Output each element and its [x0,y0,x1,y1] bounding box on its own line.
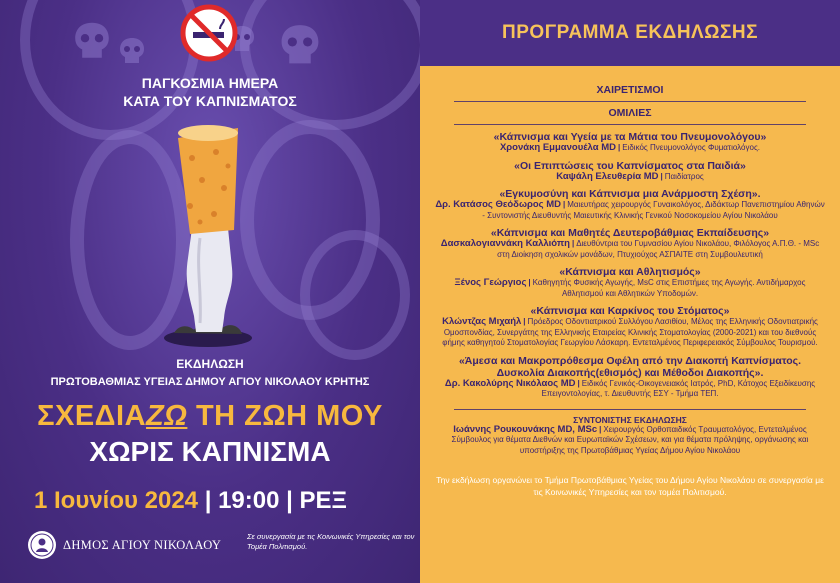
talk-title: «Άμεσα και Μακροπρόθεσμα Οφέλη από την Διακοπή Καπνίσματος. Δυσκολία Διακοπής(εθισμός) και Μέθοδοι Διακοπής». [458,354,802,379]
talk-speaker: Χρονάκη Εμμανουέλα MD [499,142,616,153]
talk-speaker-line: Καψάλη Ελευθερία MD | Παιδίατρος [556,170,704,182]
cooperation-note: Σε συνεργασία με τις Κοινωνικές Υπηρεσίες και τον Τομέα Πολιτισμού. [247,532,415,551]
event-label: ΕΚΔΗΛΩΣΗ [176,357,244,371]
talk-item [434,188,826,221]
talk-item [434,131,826,154]
slogan-part2: ΖΩ [146,400,188,432]
talk-title: «Εγκυμοσύνη και Κάπνισμα μια Ανάρμοστη Σχέση». [499,188,761,200]
talk-speaker: Ξένος Γεώργιος [454,277,527,288]
program-panel [420,66,840,583]
talk-title: «Κάπνισμα και Μαθητές Δευτεροβάθμιας Εκπαίδευσης» [490,227,770,239]
talk-speaker-line: Δρ. Κατάσος Θεόδωρος MD | Μαιευτήρας χειρουργός Γυναικολόγος, Διδάκτωρ Πανεπιστημίου Αθηνών - Συντονιστής Διευθυντής Μαιευτικής Κλινικής Γενικού Νοσοκομείου Αγίου Νικολάου [435,199,825,220]
program-title: ΠΡΟΓΡΑΜΜΑ ΕΚΔΗΛΩΣΗΣ [502,22,758,43]
time-separator: | [286,487,293,514]
talk-speaker-role: Διευθύντρια του Γυμνασίου Αγίου Νικολάου, Φιλόλογος Α.Π.Θ. - MSc στη Διοίκηση σχολικών μονάδων, Πτυχιούχος ΑΣΠΑΙΤΕ στη Συμβουλευτική [497,239,820,259]
talk-speaker: Κλώντζας Μιχαήλ [442,316,522,327]
campaign-title [0,74,420,110]
talk-speaker-role: Ειδικός Γενικός-Οικογενειακός Ιατρός, PhD, Κάτοχος Εξειδίκευσης Επειγοντολογίας, τ. Διευθυντής ΕΣΥ - Τμήμα ΤΕΠ. [541,378,816,398]
smoke-swirl [240,0,420,130]
slogan-part1: ΣΧΕΔΙΑ [37,400,147,432]
talk-speaker: Δρ. Κακολύρης Νικόλαος MD [444,377,576,389]
talk-speaker-line: Ξένος Γεώργιος | Καθηγητής Φυσικής Αγωγής, MsC στις Επιστήμες της Αγωγής. Αντιδήμαρχος Αθλητισμού και Αθλητικών Υποδομών. [454,277,806,298]
event-date-line [34,487,347,515]
talk-title: «Κάπνισμα και Καρκίνος του Στόματος» [530,305,730,317]
campaign-title-line2: ΚΑΤΑ ΤΟΥ ΚΑΠΝΙΣΜΑΤΟΣ [123,93,297,109]
no-smoking-icon [180,4,238,62]
coordinator-role: Χειρουργός Ορθοπαιδικός Τραυματολόγος, Εντεταλμένος Σύμβουλος για θέματα Διεθνών και Ευρωπαϊκών Σχέσεων, και για θέματα πρόληψης, οργάνωσης και υποστήριξης της Πρωτοβάθμιας Υγείας Δήμου Αγίου Νικολάου [451,424,809,455]
talk-item [434,355,826,400]
program-header [420,0,840,66]
divider [454,101,806,102]
talk-item [434,266,826,299]
cigarette-butt-icon [130,118,280,350]
campaign-title-line1: ΠΑΓΚΟΣΜΙΑ ΗΜΕΡΑ [141,75,279,91]
divider [454,409,806,410]
talk-speaker-line: Δρ. Κακολύρης Νικόλαος MD | Ειδικός Γενικός-Οικογενειακός Ιατρός, PhD, Κάτοχος Εξειδίκευσης Επειγοντολογίας, τ. Διευθυντής ΕΣΥ - Τμήμα ΤΕΠ. [444,377,816,398]
talk-speaker-line: Δασκαλογιαννάκη Καλλιόπη | Διευθύντρια του Γυμνασίου Αγίου Νικολάου, Φιλόλογος Α.Π.Θ. - MSc στη Διοίκηση σχολικών μονάδων, Πτυχιούχος ΑΣΠΑΙΤΕ στη Συμβουλευτική [440,238,820,259]
talk-speaker: Καψάλη Ελευθερία MD [556,170,659,182]
talk-item [434,160,826,183]
talk-speaker-role: Καθηγητής Φυσικής Αγωγής, MsC στις Επιστήμες της Αγωγής. Αντιδήμαρχος Αθλητισμού και Αθλητικών Υποδομών. [532,278,806,298]
talk-speaker: Δρ. Κατάσος Θεόδωρος MD [435,199,561,210]
talk-title: «Κάπνισμα και Αθλητισμός» [559,266,701,278]
talk-speaker: Δασκαλογιαννάκη Καλλιόπη [440,238,570,249]
skull-icon [72,20,112,62]
coordinator-name: Ιωάννης Ρουκουνάκης MD, MSc [453,423,598,435]
divider [454,124,806,125]
event-time: 19:00 [218,487,280,514]
talks-heading: ΟΜΙΛΙΕΣ [608,107,652,119]
talk-speaker-role: Παιδίατρος [664,171,704,181]
coordinator-heading: ΣΥΝΤΟΝΙΣΤΗΣ ΕΚΔΗΛΩΣΗΣ [573,414,687,425]
greetings-heading: ΧΑΙΡΕΤΙΣΜΟΙ [596,84,664,96]
talk-speaker-role: Μαιευτήρας χειρουργός Γυναικολόγος, Διδάκτωρ Πανεπιστημίου Αθηνών - Συντονιστής Διευθυντής Μαιευτικής Κλινικής Γενικού Νοσοκομείου Αγίου Νικολάου [482,200,825,220]
slogan-line1 [0,400,420,433]
talk-speaker-role: Πρόεδρος Οδοντιατρικού Συλλόγου Λασιθίου, Μέλος της Ελληνικής Οδοντιατρικής Ομοσπονδίας, Συνεργάτης της Ελληνικής Εταιρείας Κλινικής Στοματολογίας (2000-2021) και του διεθνούς φήμης καθηγητού Στοματολογίας Γεωργίου Λάσκαρη. Εντεταλμένος Περιφερειακός Σύμβουλος Τουρισμού. [442,317,818,347]
skull-icon [118,36,146,66]
municipality-logo [27,530,57,560]
talk-title: «Οι Επιπτώσεις του Καπνίσματος στα Παιδιά» [514,159,746,172]
coordinator-line: Ιωάννης Ρουκουνάκης MD, MSc | Χειρουργός Ορθοπαιδικός Τραυματολόγος, Εντεταλμένος Σύμβουλος για θέματα Διεθνών και Ευρωπαϊκών Σχέσεων, και για θέματα πρόληψης, οργάνωσης και υποστήριξης της Πρωτοβάθμιας Υγείας Δήμου Αγίου Νικολάου [451,423,809,455]
smoke-swirl [300,230,410,360]
talk-item [434,305,826,349]
skull-icon [278,22,322,68]
municipality-name: ΔΗΜΟΣ ΑΓΙΟΥ ΝΙΚΟΛΑΟΥ [63,538,222,552]
talk-speaker-line: Χρονάκη Εμμανουέλα MD | Ειδικός Πνευμονολόγος Φυματιολόγος. [499,142,761,153]
talk-title: «Κάπνισμα και Υγεία με τα Μάτια του Πνευμονολόγου» [493,131,767,143]
event-venue: ΡΕΞ [299,487,347,514]
talk-speaker-line: Κλώντζας Μιχαήλ | Πρόεδρος Οδοντιατρικού Συλλόγου Λασιθίου, Μέλος της Ελληνικής Οδοντιατρικής Ομοσπονδίας, Συνεργάτης της Ελληνικής Εταιρείας Κλινικής Στοματολογίας (2000-2021) και του διεθνούς φήμης καθηγητού Στοματολογίας Γεωργίου Λάσκαρη. Εντεταλμένος Περιφερειακός Σύμβουλος Τουρισμού. [442,316,818,347]
event-date: 1 Ιουνίου 2024 [34,487,199,514]
slogan-line2: ΧΩΡΙΣ ΚΑΠΝΙΣΜΑ [89,436,331,467]
slogan-part3: ΤΗ ΖΩΗ ΜΟΥ [187,400,383,432]
talk-speaker-role: Ειδικός Πνευμονολόγος Φυματιολόγος. [622,143,761,152]
event-organizer: ΠΡΩΤΟΒΑΘΜΙΑΣ ΥΓΕΙΑΣ ΔΗΜΟΥ ΑΓΙΟΥ ΝΙΚΟΛΑΟΥ ΚΡΗΤΗΣ [50,376,370,388]
organizer-note: Την εκδήλωση οργανώνει το Τμήμα Πρωτοβάθμιας Υγείας του Δήμου Αγίου Νικολάου σε συνεργασία με τις Κοινωνικές Υπηρεσίες και τον τομέα Πολιτισμού. [436,475,824,497]
talk-item [434,227,826,260]
date-separator: | [204,487,212,514]
